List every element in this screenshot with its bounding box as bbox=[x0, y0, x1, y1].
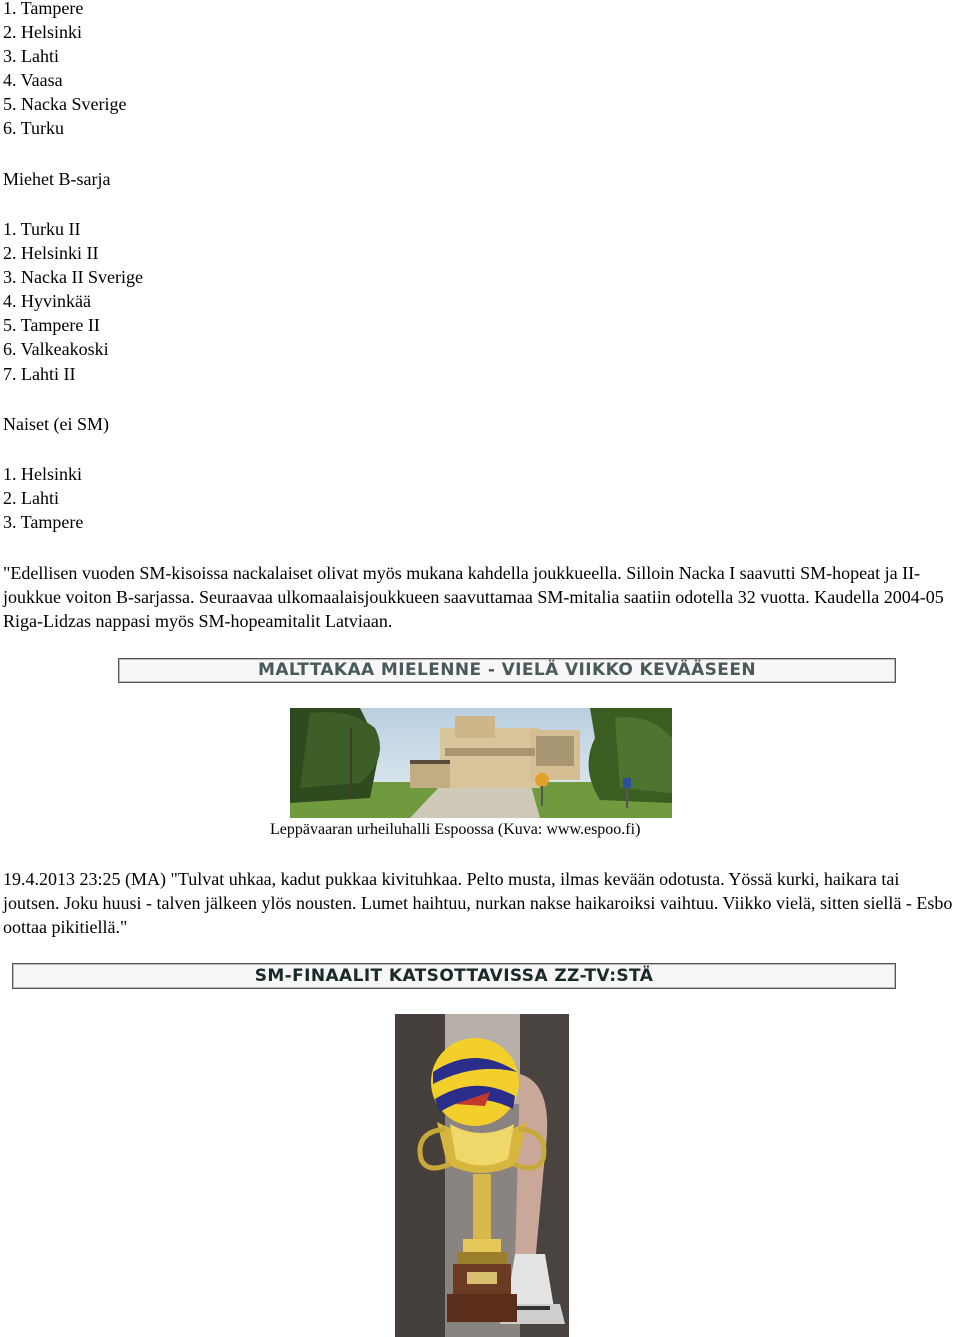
article-paragraph: "Edellisen vuoden SM-kisoissa nackalaiset olivat myös mukana kahdella joukkueella. Silloin Nacka I saavutti SM-hopeat ja II-joukkue voiton B-sarjassa. Seuraavaa ulkomaalaisjoukkueen saavuttamaa SM-mitalia saatiin odotella 32 vuotta. Kaudella 2004-05 Riga-Lidzas nappasi myös SM-hopeamitalit Latviaan. bbox=[3, 563, 944, 631]
section-banner bbox=[12, 963, 896, 989]
list-item: 6. Valkeakoski bbox=[3, 339, 109, 359]
list-item: 3. Nacka II Sverige bbox=[3, 267, 143, 287]
banner-title: MALTTAKAA MIELENNE - VIELÄ VIIKKO KEVÄÄSEEN bbox=[258, 660, 756, 680]
list-item: 2. Helsinki II bbox=[3, 243, 99, 263]
trophy-photo bbox=[395, 1014, 569, 1337]
list-item: 2. Helsinki bbox=[3, 22, 82, 42]
article-paragraph: 19.4.2013 23:25 (MA) "Tulvat uhkaa, kadut pukkaa kivituhkaa. Pelto musta, ilmas kevään odotusta. Yössä kurki, haikara tai joutsen. Joku huusi - talven jälkeen ylös nousten. Lumet haihtuu, nurkan nakse haikaroiksi vaihtuu. Viikko vielä, sitten siellä - Esbo oottaa pikitiellä." bbox=[3, 869, 953, 937]
list-item: 6. Turku bbox=[3, 118, 65, 138]
banner-title: SM-FINAALIT KATSOTTAVISSA ZZ-TV:STÄ bbox=[254, 966, 654, 986]
list-item: 1. Turku II bbox=[3, 219, 81, 239]
list-item: 2. Lahti bbox=[3, 488, 59, 508]
sports-hall-photo bbox=[290, 708, 672, 818]
list-item: 5. Nacka Sverige bbox=[3, 94, 127, 114]
list-item: 5. Tampere II bbox=[3, 315, 100, 335]
list-item: 3. Tampere bbox=[3, 512, 84, 532]
list-item: 3. Lahti bbox=[3, 46, 59, 66]
photo-caption: Leppävaaran urheiluhalli Espoossa (Kuva: www.espoo.fi) bbox=[270, 821, 641, 838]
list-item: 7. Lahti II bbox=[3, 364, 76, 384]
section-heading: Naiset (ei SM) bbox=[3, 414, 109, 434]
list-item: 1. Tampere bbox=[3, 0, 84, 18]
list-item: 4. Hyvinkää bbox=[3, 291, 91, 311]
section-banner bbox=[118, 658, 896, 683]
section-heading: Miehet B-sarja bbox=[3, 169, 111, 189]
list-item: 1. Helsinki bbox=[3, 464, 82, 484]
list-item: 4. Vaasa bbox=[3, 70, 63, 90]
